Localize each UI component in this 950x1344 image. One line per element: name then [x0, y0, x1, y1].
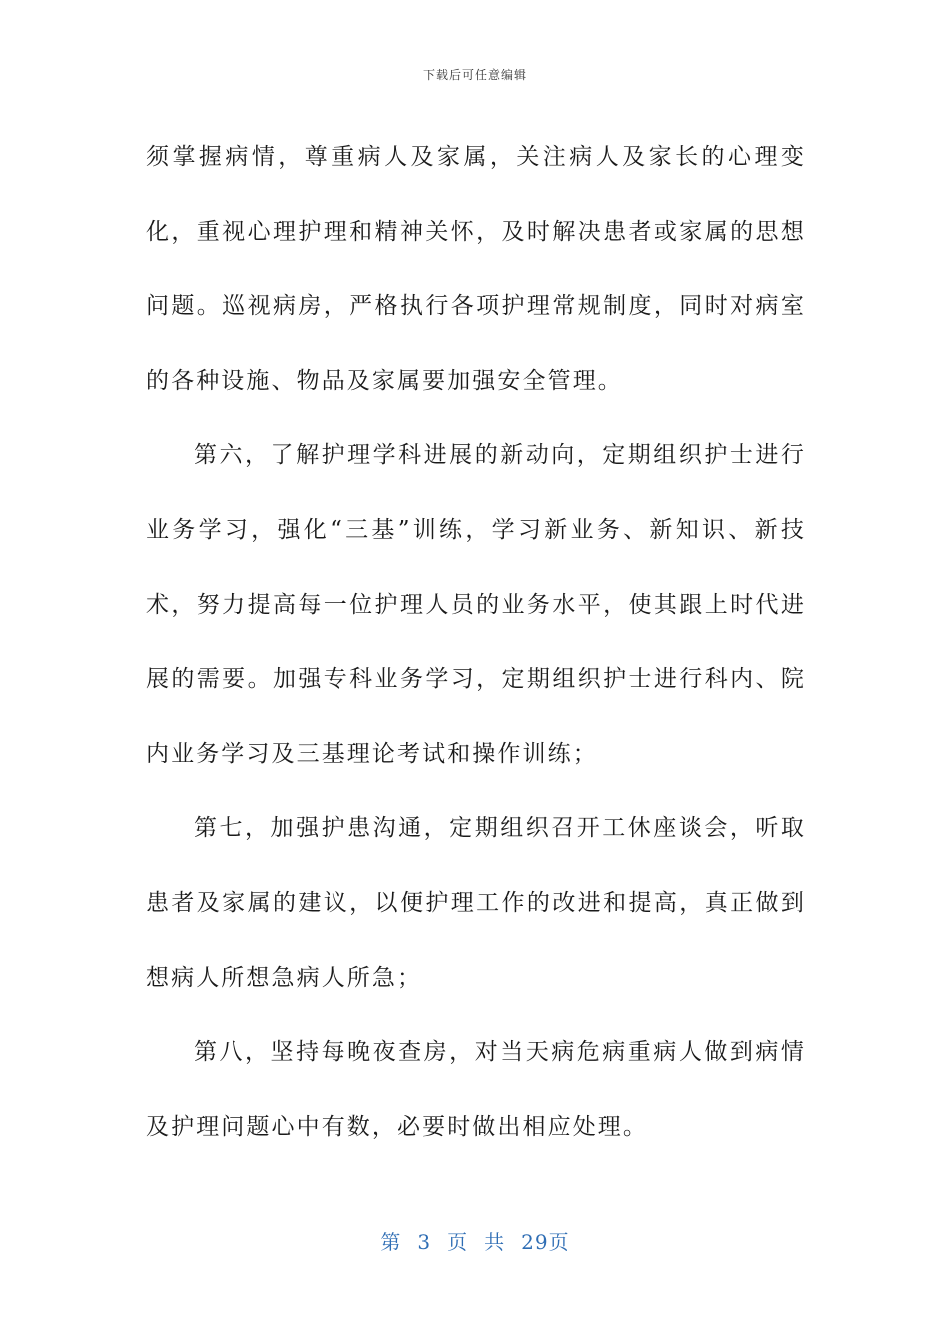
- total-pages-number: 29: [521, 1230, 549, 1254]
- paragraph-1: 须掌握病情，尊重病人及家属，关注病人及家长的心理变化，重视心理护理和精神关怀，及时解决患者或家属的思想问题。巡视病房，严格执行各项护理常规制度，同时对病室的各种设施、物品及家属要加强安全管理。: [146, 144, 806, 394]
- document-body: [146, 120, 806, 1164]
- page-header: 下载后可任意编辑: [422, 68, 527, 82]
- footer-total-prefix: 共: [484, 1230, 506, 1254]
- paragraph-4: 第八，坚持每晚夜查房，对当天病危病重病人做到病情及护理问题心中有数，必要时做出相应处理。: [146, 1039, 806, 1140]
- current-page-number: 3: [417, 1230, 432, 1254]
- paragraph-3: 第七，加强护患沟通，定期组织召开工休座谈会，听取患者及家属的建议，以便护理工作的改进和提高，真正做到想病人所想急病人所急；: [146, 815, 806, 991]
- footer-prefix: 第: [380, 1230, 402, 1254]
- page-footer: [0, 1226, 950, 1255]
- footer-page-suffix: 页: [447, 1230, 469, 1254]
- footer-total-suffix: 页: [548, 1230, 570, 1254]
- paragraph-2: 第六，了解护理学科进展的新动向，定期组织护士进行业务学习，强化“三基”训练，学习新业务、新知识、新技术，努力提高每一位护理人员的业务水平，使其跟上时代进展的需要。加强专科业务学习，定期组织护士进行科内、院内业务学习及三基理论考试和操作训练；: [146, 442, 806, 767]
